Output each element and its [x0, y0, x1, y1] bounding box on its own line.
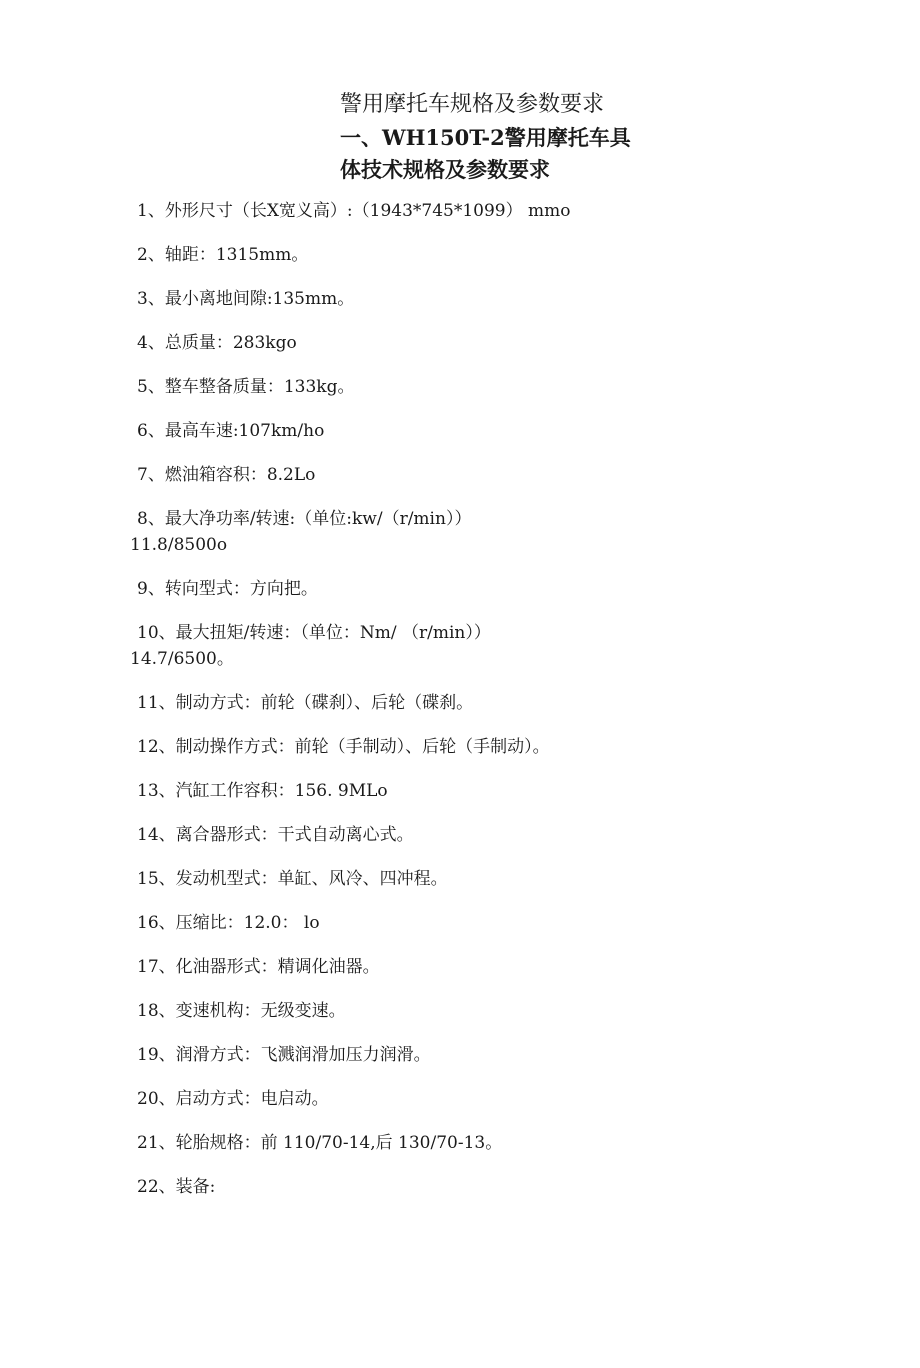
spec-item-6: 6、最高车速:107km/ho [137, 421, 325, 441]
spec-item-15: 15、发动机型式：单缸、风冷、四冲程。 [137, 869, 448, 889]
spec-item-10-value: 14.7/6500。 [130, 649, 234, 669]
document-title: 警用摩托车规格及参数要求 [340, 92, 605, 117]
spec-item-21: 21、轮胎规格：前 110/70-14,后 130/70-13。 [137, 1133, 503, 1153]
section-heading [340, 122, 640, 186]
spec-item-7: 7、燃油箱容积：8.2Lo [137, 465, 316, 485]
spec-item-22: 22、装备: [137, 1177, 216, 1197]
spec-item-18: 18、变速机构：无级变速。 [137, 1001, 346, 1021]
spec-item-8-value: 11.8/8500o [130, 535, 228, 555]
spec-item-8: 8、最大净功率/转速:（单位:kw/（r/min）） [137, 509, 472, 529]
section-heading-line-1: 一、WH150T-2警用摩托车具 [340, 125, 631, 150]
spec-item-17: 17、化油器形式：精调化油器。 [137, 957, 380, 977]
spec-item-13: 13、汽缸工作容积：156. 9MLo [137, 781, 388, 801]
spec-item-5: 5、整车整备质量：133kg。 [137, 377, 355, 397]
spec-item-10: 10、最大扭矩/转速：（单位：Nm/ （r/min）） [137, 623, 491, 643]
spec-item-1: 1、外形尺寸（长X宽义高）:（1943*745*1099） mmo [137, 201, 571, 221]
spec-item-12: 12、制动操作方式：前轮（手制动）、后轮（手制动）。 [137, 737, 550, 757]
spec-item-3: 3、最小离地间隙:135mm。 [137, 289, 355, 309]
spec-item-9: 9、转向型式：方向把。 [137, 579, 318, 599]
section-heading-line-2: 体技术规格及参数要求 [340, 157, 550, 182]
spec-item-14: 14、离合器形式：干式自动离心式。 [137, 825, 414, 845]
spec-item-16: 16、压缩比：12.0： lo [137, 913, 320, 933]
spec-item-4: 4、总质量：283kgo [137, 333, 297, 353]
spec-item-19: 19、润滑方式：飞溅润滑加压力润滑。 [137, 1045, 431, 1065]
spec-item-11: 11、制动方式：前轮（碟刹）、后轮（碟刹。 [137, 693, 474, 713]
spec-item-20: 20、启动方式：电启动。 [137, 1089, 329, 1109]
spec-item-2: 2、轴距：1315mm。 [137, 245, 309, 265]
